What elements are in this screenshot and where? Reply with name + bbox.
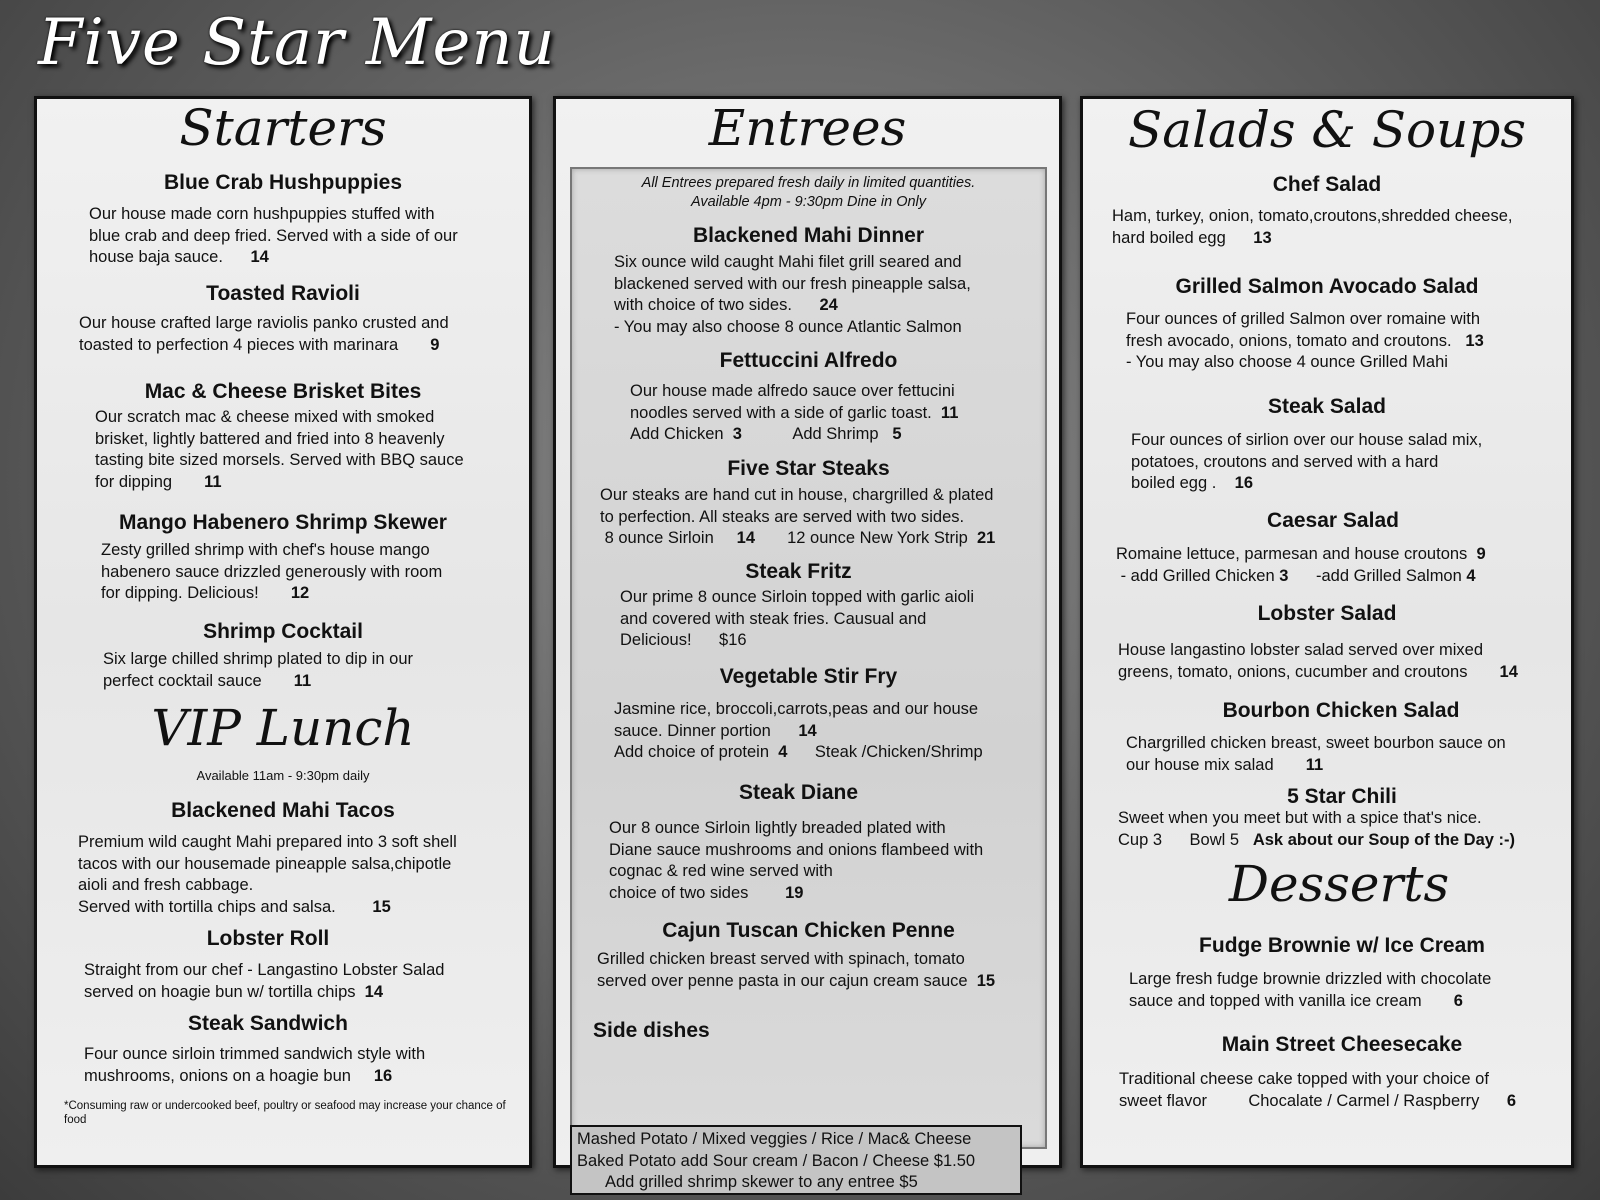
- item-description: Sweet when you meet but with a spice that's nice. Cup 3 Bowl 5 Ask about our Soup of the Day :-): [1118, 809, 1516, 849]
- item-name: Lobster Roll: [206, 927, 330, 950]
- item-description: Four ounces of sirlion over our house salad mix, potatoes, croutons and served with a hard boiled egg . 16: [1131, 431, 1483, 492]
- entrees-note: All Entrees prepared fresh daily in limited quantities. Available 4pm - 9:30pm Dine in Only: [641, 175, 976, 210]
- item-description: Four ounce sirloin trimmed sandwich style with mushrooms, onions on a hoagie bun 16: [84, 1045, 426, 1085]
- starters-heading: Starters: [179, 99, 387, 157]
- item-description: Romaine lettuce, parmesan and house croutons 9 - add Grilled Chicken 3 -add Grilled Salmon 4: [1116, 545, 1486, 585]
- item-name: Fettuccini Alfredo: [719, 349, 898, 372]
- item-price: 9: [430, 335, 440, 354]
- item-description: Six large chilled shrimp plated to dip in our perfect cocktail sauce 11: [103, 650, 413, 690]
- item-name: Mango Habenero Shrimp Skewer: [119, 511, 447, 534]
- item-price: 9: [1476, 545, 1486, 563]
- item-price: 11: [1305, 755, 1324, 774]
- item-name: Main Street Cheesecake: [1221, 1033, 1463, 1056]
- menu-title: Five Star Menu: [38, 6, 556, 80]
- item-name: Blue Crab Hushpuppies: [163, 171, 403, 194]
- item-name: Blackened Mahi Tacos: [171, 799, 395, 822]
- vip-lunch-heading: VIP Lunch: [151, 699, 415, 757]
- item-price: 15: [372, 897, 391, 916]
- item-description: Straight from our chef - Langastino Lobster Salad served on hoagie bun w/ tortilla chips 14: [84, 961, 445, 1001]
- item-price: 11: [293, 671, 312, 690]
- starters-panel: [34, 96, 532, 1168]
- item-name: Five Star Steaks: [727, 457, 890, 480]
- vip-availability: Available 11am - 9:30pm daily: [196, 768, 370, 783]
- item-price: 16: [373, 1066, 393, 1085]
- item-name: Lobster Salad: [1257, 602, 1397, 625]
- side-dishes-list: Mashed Potato / Mixed veggies / Rice / Mac& Cheese Baked Potato add Sour cream / Bacon / Cheese $1.50 Add grilled shrimp skewer to any entree $5: [577, 1130, 976, 1191]
- item-description: Our house made corn hushpuppies stuffed with blue crab and deep fried. Served with a side of our house baja sauce. 14: [89, 205, 458, 266]
- entrees-panel: [553, 96, 1062, 1191]
- item-price: 13: [1253, 228, 1272, 247]
- item-description: House langastino lobster salad served over mixed greens, tomato, onions, cucumber and croutons 14: [1118, 641, 1518, 681]
- item-price: 6: [1453, 991, 1463, 1010]
- item-price: 14: [1499, 662, 1518, 681]
- item-description: Large fresh fudge brownie drizzled with chocolate sauce and topped with vanilla ice cream 6: [1129, 970, 1492, 1010]
- item-price: 13: [1465, 331, 1484, 350]
- item-description: Jasmine rice, broccoli,carrots,peas and our house sauce. Dinner portion 14 Add choice of protein 4 Steak /Chicken/Shrimp: [614, 700, 983, 761]
- item-name: Blackened Mahi Dinner: [692, 224, 925, 247]
- item-name: Toasted Ravioli: [206, 282, 360, 305]
- item-price: 11: [204, 472, 222, 491]
- item-description: Ham, turkey, onion, tomato,croutons,shredded cheese, hard boiled egg 13: [1112, 207, 1513, 247]
- item-price: 14: [798, 721, 817, 740]
- item-name: Caesar Salad: [1267, 509, 1399, 532]
- item-description: Our house made alfredo sauce over fettucini noodles served with a side of garlic toast. 11 Add Chicken 3 Add Shrimp 5: [630, 382, 959, 443]
- item-price: 14: [250, 248, 269, 266]
- item-price: 15: [976, 971, 996, 990]
- item-price: 24: [819, 296, 838, 314]
- item-name: 5 Star Chili: [1287, 785, 1397, 808]
- item-name: Steak Sandwich: [188, 1012, 348, 1035]
- item-price: 11: [940, 403, 959, 422]
- salads-soups-heading: Salads & Soups: [1127, 101, 1527, 159]
- item-description: Our house crafted large raviolis panko crusted and toasted to perfection 4 pieces with marinara 9: [79, 314, 449, 354]
- item-description: Four ounces of grilled Salmon over romaine with fresh avocado, onions, tomato and croutons. 13 - You may also choose 4 ounce Grilled Mahi: [1126, 310, 1484, 371]
- desserts-heading: Desserts: [1228, 855, 1450, 913]
- entrees-heading: Entrees: [708, 99, 907, 157]
- item-price: 6: [1506, 1091, 1517, 1110]
- entrees-box: [570, 167, 1047, 1149]
- item-name: Grilled Salmon Avocado Salad: [1175, 275, 1479, 298]
- item-price: 14: [364, 982, 384, 1001]
- salads-soups-panel: [1080, 96, 1574, 1168]
- item-description: Our 8 ounce Sirloin lightly breaded plated with Diane sauce mushrooms and onions flambeed with cognac & red wine served with choice of two sides 19: [609, 819, 984, 902]
- item-name: Cajun Tuscan Chicken Penne: [662, 919, 955, 942]
- side-dishes-box: [570, 1125, 1022, 1195]
- item-name: Steak Fritz: [745, 560, 852, 583]
- item-price: $16: [719, 631, 747, 649]
- item-description: Chargrilled chicken breast, sweet bourbon sauce on our house mix salad 11: [1126, 734, 1506, 774]
- side-dishes-heading: Side dishes: [593, 1019, 710, 1042]
- item-name: Bourbon Chicken Salad: [1222, 699, 1460, 722]
- item-description: Our scratch mac & cheese mixed with smoked brisket, lightly battered and fried into 8 heavenly tasting bite sized morsels. Served with BBQ sauce for dipping 11: [95, 408, 464, 491]
- item-description: Traditional cheese cake topped with your choice of sweet flavor Chocalate / Carmel / Raspberry 6: [1119, 1070, 1517, 1110]
- item-price: 16: [1234, 474, 1254, 492]
- item-price: 19: [785, 883, 804, 902]
- item-description: Our steaks are hand cut in house, chargrilled & plated to perfection. All steaks are served with two sides. 8 ounce Sirloin 14 12 ounce New York Strip 21: [600, 486, 996, 547]
- item-description: Our prime 8 ounce Sirloin topped with garlic aioli and covered with steak fries. Causual and Delicious! $16: [620, 588, 975, 649]
- item-name: Steak Salad: [1268, 395, 1386, 418]
- item-description: Grilled chicken breast served with spinach, tomato served over penne pasta in our cajun cream sauce 15: [597, 950, 996, 990]
- item-name: Vegetable Stir Fry: [719, 665, 898, 688]
- item-name: Shrimp Cocktail: [203, 620, 363, 643]
- item-description: Premium wild caught Mahi prepared into 3 soft shell tacos with our housemade pineapple salsa,chipotle aioli and fresh cabbage. Served with tortilla chips and salsa. 15: [78, 833, 457, 916]
- item-name: Mac & Cheese Brisket Bites: [144, 380, 422, 403]
- item-description: Zesty grilled shrimp with chef's house mango habenero sauce drizzled generously with room for dipping. Delicious! 12: [101, 541, 443, 602]
- item-name: Chef Salad: [1272, 173, 1382, 196]
- food-safety-disclaimer: *Consuming raw or undercooked beef, poultry or seafood may increase your chance of food: [64, 1100, 506, 1126]
- item-description: Six ounce wild caught Mahi filet grill seared and blackened served with our fresh pineapple salsa, with choice of two sides. 24 - You may also choose 8 ounce Atlantic Salmon: [614, 253, 971, 336]
- item-name: Steak Diane: [738, 781, 859, 804]
- item-name: Fudge Brownie w/ Ice Cream: [1199, 934, 1485, 957]
- item-price: 12: [290, 584, 310, 602]
